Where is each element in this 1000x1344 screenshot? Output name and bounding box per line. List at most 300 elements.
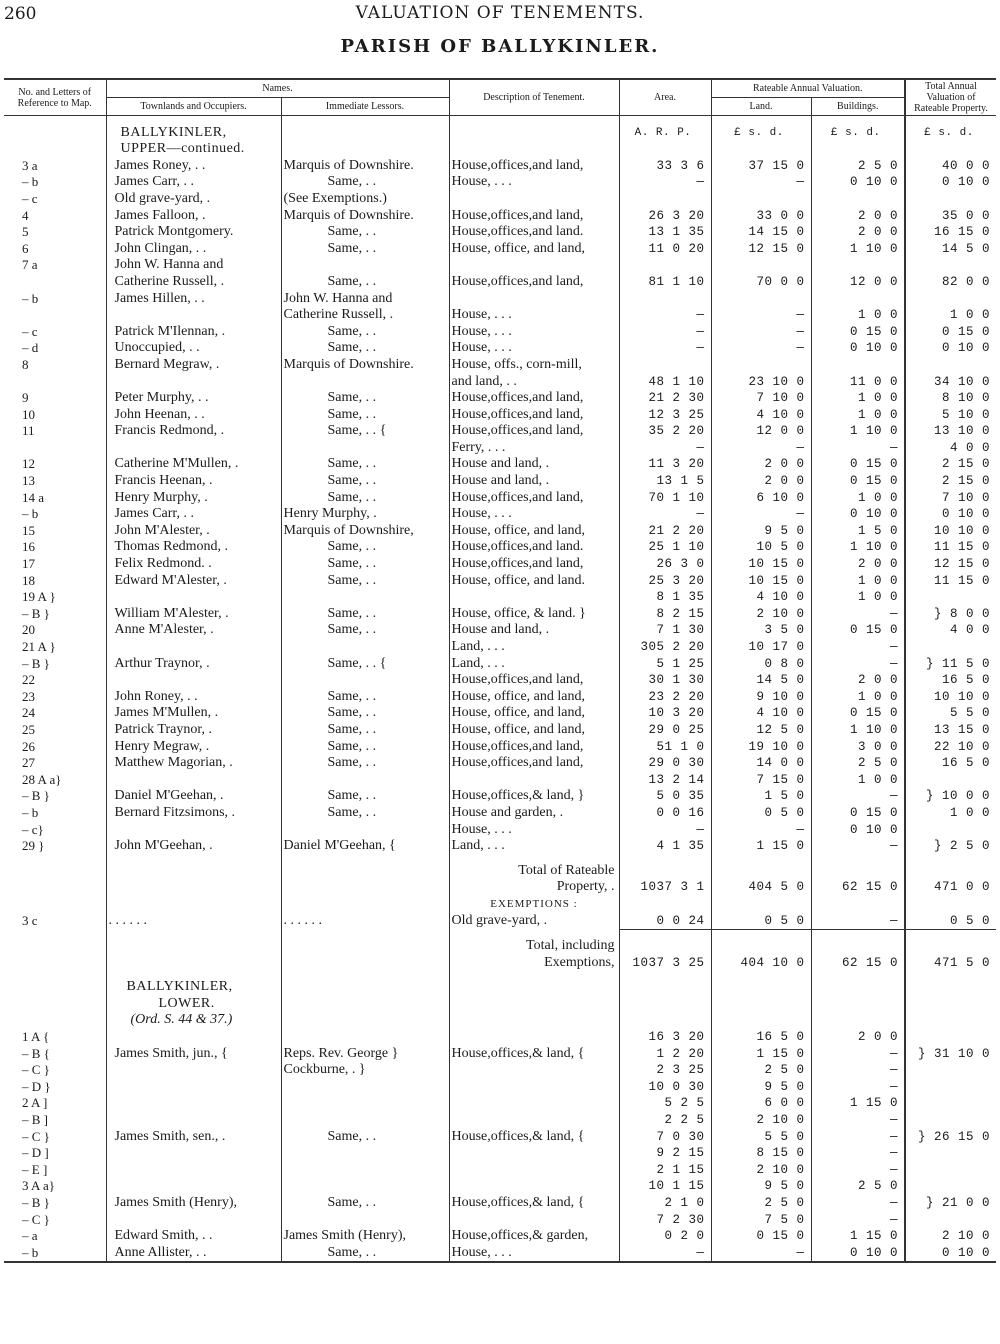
cell-occupier: James Carr, . .	[106, 174, 281, 191]
cell-occupier: James Hillen, . .	[106, 290, 281, 307]
cell-occupier	[106, 821, 281, 838]
cell-no: – c	[22, 323, 38, 339]
cell-area: 2 2 5	[619, 1111, 711, 1128]
cell-land: 5 5 0	[711, 1128, 811, 1145]
lower-heading-row-2	[4, 995, 996, 1012]
cell-occupier	[106, 771, 281, 788]
cell-no: 3 a	[22, 157, 38, 173]
cell-no: 5	[22, 224, 29, 240]
cell-land: —	[711, 821, 811, 838]
cell-lessor	[281, 821, 449, 838]
cell-area: 13 2 14	[619, 771, 711, 788]
header-buildings: Buildings.	[811, 98, 905, 116]
cell-area: 26 3 20	[619, 207, 711, 224]
cell-buildings: 0 10 0	[811, 506, 905, 523]
cell-total: 22 10 0	[905, 738, 996, 755]
table-row	[4, 1128, 996, 1145]
cell-land: 70 0 0	[711, 273, 811, 290]
total-including-total: 471 5 0	[905, 954, 996, 971]
cell-description: House, . . .	[449, 323, 619, 340]
cell-area	[619, 290, 711, 307]
cell-total	[905, 257, 996, 274]
cell-buildings: —	[811, 1161, 905, 1178]
cell-total	[905, 1178, 996, 1195]
cell-total: } 21 0 0	[905, 1194, 996, 1211]
total-rateable-label-2: Property, .	[449, 879, 619, 896]
cell-occupier	[106, 307, 281, 324]
cell-description: House, . . .	[449, 340, 619, 357]
cell-total: } 2 5 0	[905, 838, 996, 855]
cell-land: 6 10 0	[711, 489, 811, 506]
cell-area: 30 1 30	[619, 672, 711, 689]
cell-description: House and land, .	[449, 622, 619, 639]
cell-no: 12	[22, 456, 35, 472]
cell-occupier	[106, 1028, 281, 1045]
cell-occupier	[106, 1161, 281, 1178]
cell-lessor: Same, . .	[281, 721, 449, 738]
cell-description: House,offices,and land,	[449, 157, 619, 174]
cell-lessor	[281, 672, 449, 689]
cell-occupier: Bernard Megraw, .	[106, 356, 281, 373]
cell-no: – b	[4, 1244, 106, 1262]
exemption-lessor: . . . . . .	[281, 912, 449, 929]
cell-no: 1 A {	[22, 1029, 50, 1045]
cell-area: 12 3 25	[619, 406, 711, 423]
cell-area: —	[619, 340, 711, 357]
cell-lessor: (See Exemptions.)	[281, 190, 449, 207]
cell-land: —	[711, 174, 811, 191]
cell-no: 20	[22, 622, 35, 638]
cell-no: – C }	[22, 1211, 50, 1227]
cell-total	[905, 1062, 996, 1079]
lower-heading-row-1	[4, 979, 996, 996]
cell-area	[619, 356, 711, 373]
cell-lessor: Same, . .	[281, 1244, 449, 1262]
cell-occupier: James Smith, jun., {	[106, 1045, 281, 1062]
cell-area: 7 0 30	[619, 1128, 711, 1145]
cell-lessor: Reps. Rev. George }	[281, 1045, 449, 1062]
cell-land: 4 10 0	[711, 406, 811, 423]
cell-lessor: Same, . .	[281, 456, 449, 473]
cell-lessor: Same, . .	[281, 622, 449, 639]
cell-buildings: 1 10 0	[811, 539, 905, 556]
table-row	[4, 1211, 996, 1228]
cell-occupier: Henry Megraw, .	[106, 738, 281, 755]
cell-description: House,offices,and land,	[449, 390, 619, 407]
cell-no: – B }	[22, 655, 50, 671]
cell-occupier: Francis Redmond, .	[106, 423, 281, 440]
cell-area: 2 3 25	[619, 1062, 711, 1079]
header-lessors: Immediate Lessors.	[281, 98, 449, 116]
cell-land	[711, 290, 811, 307]
cell-occupier: Catherine Russell, .	[106, 273, 281, 290]
cell-no: – B {	[22, 1045, 50, 1061]
cell-no: 16	[22, 539, 35, 555]
table-row	[4, 174, 996, 191]
table-row	[4, 1062, 996, 1079]
cell-land: 16 5 0	[711, 1028, 811, 1045]
cell-lessor: Cockburne, . }	[281, 1062, 449, 1079]
cell-description	[449, 1161, 619, 1178]
cell-total	[905, 1111, 996, 1128]
cell-land	[711, 257, 811, 274]
cell-area: 2 1 15	[619, 1161, 711, 1178]
cell-lessor: Same, . . {	[281, 655, 449, 672]
cell-description	[449, 290, 619, 307]
cell-description: Ferry, . . .	[449, 439, 619, 456]
cell-buildings: 0 10 0	[811, 340, 905, 357]
cell-total	[905, 771, 996, 788]
cell-total: 8 10 0	[905, 390, 996, 407]
cell-buildings: 1 10 0	[811, 240, 905, 257]
cell-buildings: —	[811, 1128, 905, 1145]
cell-total: 10 10 0	[905, 688, 996, 705]
cell-total: 10 10 0	[905, 522, 996, 539]
table-row	[4, 406, 996, 423]
cell-lessor: Same, . .	[281, 472, 449, 489]
cell-no: 17	[22, 556, 35, 572]
exemption-row	[4, 912, 996, 929]
cell-lessor: Same, . .	[281, 572, 449, 589]
table-row	[4, 771, 996, 788]
cell-description: House and garden, .	[449, 804, 619, 821]
cell-land: 7 5 0	[711, 1211, 811, 1228]
cell-lessor: Same, . .	[281, 788, 449, 805]
cell-total: 4 0 0	[905, 622, 996, 639]
cell-no: 8	[22, 356, 29, 372]
cell-land: 2 10 0	[711, 605, 811, 622]
table-row	[4, 1194, 996, 1211]
table-row	[4, 1045, 996, 1062]
cell-land: 6 0 0	[711, 1095, 811, 1112]
cell-total: 13 15 0	[905, 721, 996, 738]
exemption-buildings: —	[811, 912, 905, 929]
cell-no	[4, 141, 106, 158]
cell-buildings	[811, 190, 905, 207]
cell-land: 10 15 0	[711, 555, 811, 572]
table-row	[4, 821, 996, 838]
cell-land: —	[711, 323, 811, 340]
cell-description: House,offices,& land, {	[449, 1045, 619, 1062]
table-row	[4, 804, 996, 821]
cell-total: 12 15 0	[905, 555, 996, 572]
cell-total: 0 10 0	[905, 1244, 996, 1262]
cell-area: 21 2 30	[619, 390, 711, 407]
cell-description: House,offices,and land,	[449, 672, 619, 689]
cell-no: – c}	[22, 821, 44, 837]
cell-land: 37 15 0	[711, 157, 811, 174]
cell-description	[449, 1078, 619, 1095]
cell-lessor: Daniel M'Geehan, {	[281, 838, 449, 855]
table-row	[4, 506, 996, 523]
cell-total: 11 15 0	[905, 539, 996, 556]
cell-buildings: 1 0 0	[811, 489, 905, 506]
cell-area: 25 1 10	[619, 539, 711, 556]
cell-description	[449, 190, 619, 207]
cell-land: 19 10 0	[711, 738, 811, 755]
cell-land: 4 10 0	[711, 589, 811, 606]
cell-occupier: Patrick Montgomery.	[106, 224, 281, 241]
cell-area: 10 1 15	[619, 1178, 711, 1195]
lower-heading-1: BALLYKINLER,	[106, 979, 281, 996]
cell-no: 7 a	[22, 257, 38, 273]
cell-description: House, office, & land. }	[449, 605, 619, 622]
total-rateable-area: 1037 3 1	[619, 879, 711, 896]
cell-no: – D ]	[22, 1145, 49, 1161]
cell-total: 1 0 0	[905, 307, 996, 324]
cell-occupier	[106, 1178, 281, 1195]
cell-occupier: Matthew Magorian, .	[106, 755, 281, 772]
cell-area: 23 2 20	[619, 688, 711, 705]
cell-no: – B }	[22, 788, 50, 804]
cell-area	[619, 257, 711, 274]
table-row	[4, 655, 996, 672]
cell-total	[905, 589, 996, 606]
cell-no: 27	[22, 755, 35, 771]
cell-area: 48 1 10	[619, 373, 711, 390]
cell-area: 16 3 20	[619, 1028, 711, 1045]
cell-buildings: 1 10 0	[811, 721, 905, 738]
cell-occupier: John M'Geehan, .	[106, 838, 281, 855]
cell-total: 82 0 0	[905, 273, 996, 290]
cell-occupier: Anne Allister, . .	[106, 1244, 281, 1262]
cell-lessor	[281, 589, 449, 606]
cell-buildings: 1 0 0	[811, 406, 905, 423]
cell-area: 0 2 0	[619, 1228, 711, 1245]
cell-occupier	[106, 439, 281, 456]
cell-description: House,offices,& land, {	[449, 1194, 619, 1211]
cell-occupier: Bernard Fitzsimons, .	[106, 804, 281, 821]
cell-lessor: Same, . .	[281, 705, 449, 722]
cell-area: 35 2 20	[619, 423, 711, 440]
cell-no	[4, 273, 106, 290]
cell-buildings: —	[811, 1194, 905, 1211]
cell-description: House,offices,& land, }	[449, 788, 619, 805]
cell-buildings: 0 15 0	[811, 472, 905, 489]
cell-occupier: William M'Alester, .	[106, 605, 281, 622]
cell-land: 2 5 0	[711, 1062, 811, 1079]
cell-no: 2 A ]	[22, 1095, 48, 1111]
table-row	[4, 705, 996, 722]
cell-no: 22	[22, 672, 35, 688]
cell-buildings: 1 15 0	[811, 1228, 905, 1245]
cell-total: } 26 15 0	[905, 1128, 996, 1145]
table-row	[4, 1145, 996, 1162]
cell-total	[905, 190, 996, 207]
cell-land: 10 17 0	[711, 638, 811, 655]
cell-total	[905, 141, 996, 158]
cell-description: House,offices,and land,	[449, 423, 619, 440]
cell-area: 5 1 25	[619, 655, 711, 672]
cell-no: 13	[22, 473, 35, 489]
cell-occupier: James Carr, . .	[106, 506, 281, 523]
cell-buildings: 1 15 0	[811, 1095, 905, 1112]
cell-occupier: John Heenan, . .	[106, 406, 281, 423]
cell-lessor: Same, . .	[281, 406, 449, 423]
cell-buildings: 1 0 0	[811, 589, 905, 606]
table-row	[4, 1228, 996, 1245]
cell-lessor	[281, 1178, 449, 1195]
cell-no: 28 A a}	[22, 771, 62, 787]
cell-buildings: 1 5 0	[811, 522, 905, 539]
cell-description	[449, 1178, 619, 1195]
cell-no: 26	[22, 738, 35, 754]
cell-land: 7 10 0	[711, 390, 811, 407]
cell-no: 14 a	[22, 489, 45, 505]
cell-total: 16 5 0	[905, 672, 996, 689]
cell-no: 25	[22, 721, 35, 737]
cell-description: House, office, and land,	[449, 688, 619, 705]
cell-buildings: 3 0 0	[811, 738, 905, 755]
cell-total: } 31 10 0	[905, 1045, 996, 1062]
cell-area: 11 0 20	[619, 240, 711, 257]
cell-area: 0 0 16	[619, 804, 711, 821]
cell-occupier: Felix Redmond. .	[106, 555, 281, 572]
cell-buildings: —	[811, 638, 905, 655]
cell-description	[449, 257, 619, 274]
table-row	[4, 1078, 996, 1095]
table-row	[4, 555, 996, 572]
table-row	[4, 207, 996, 224]
cell-description: House,offices,and land,	[449, 489, 619, 506]
cell-lessor	[281, 1078, 449, 1095]
cell-land: 12 15 0	[711, 240, 811, 257]
cell-land: 9 5 0	[711, 1178, 811, 1195]
cell-total	[905, 290, 996, 307]
cell-buildings: 11 0 0	[811, 373, 905, 390]
upper-rows	[4, 141, 996, 855]
cell-land: 7 15 0	[711, 771, 811, 788]
cell-land: 1 15 0	[711, 838, 811, 855]
cell-buildings: 2 0 0	[811, 672, 905, 689]
cell-total: 0 15 0	[905, 323, 996, 340]
lower-heading-3: (Ord. S. 44 & 37.)	[106, 1012, 281, 1029]
cell-area: 5 0 35	[619, 788, 711, 805]
cell-description	[449, 1145, 619, 1162]
cell-land: 10 5 0	[711, 539, 811, 556]
cell-total: } 11 5 0	[905, 655, 996, 672]
total-rateable-row-1	[4, 862, 996, 879]
cell-no: 18	[22, 572, 35, 588]
table-row	[4, 788, 996, 805]
cell-description	[449, 1062, 619, 1079]
cell-area: 29 0 25	[619, 721, 711, 738]
cell-buildings: —	[811, 788, 905, 805]
cell-no: – b	[22, 804, 39, 820]
cell-area: 8 1 35	[619, 589, 711, 606]
cell-total	[905, 1145, 996, 1162]
cell-land: 9 5 0	[711, 1078, 811, 1095]
cell-no: – B }	[22, 1195, 50, 1210]
header-total: Total Annual Valuation of Rateable Property.	[905, 79, 996, 116]
exemptions-heading-row	[4, 895, 996, 912]
cell-no: – d	[22, 340, 39, 356]
cell-lessor	[281, 439, 449, 456]
cell-no	[4, 307, 106, 324]
cell-no: – C }	[22, 1062, 50, 1078]
cell-occupier: Edward Smith, . .	[106, 1228, 281, 1245]
cell-description: House, . . .	[449, 307, 619, 324]
cell-occupier: Peter Murphy, . .	[106, 390, 281, 407]
townland-heading: BALLYKINLER,	[106, 124, 281, 141]
cell-buildings: —	[811, 1045, 905, 1062]
cell-lessor	[281, 1111, 449, 1128]
units-row	[4, 124, 996, 141]
total-rateable-row	[4, 879, 996, 896]
cell-no: 6	[22, 240, 29, 256]
cell-occupier: Catherine M'Mullen, .	[106, 456, 281, 473]
cell-area: 9 2 15	[619, 1145, 711, 1162]
cell-buildings: 2 0 0	[811, 224, 905, 241]
table-row	[4, 390, 996, 407]
cell-total: 13 10 0	[905, 423, 996, 440]
cell-description: Land, . . .	[449, 655, 619, 672]
table-row	[4, 1028, 996, 1045]
cell-area: —	[619, 506, 711, 523]
cell-buildings: 12 0 0	[811, 273, 905, 290]
cell-land: 1 15 0	[711, 1045, 811, 1062]
cell-no: 23	[22, 688, 35, 704]
cell-land: 4 10 0	[711, 705, 811, 722]
cell-description: House,offices,& garden,	[449, 1228, 619, 1245]
cell-area: 2 1 0	[619, 1194, 711, 1211]
cell-area: 8 2 15	[619, 605, 711, 622]
cell-no	[4, 439, 106, 456]
cell-description: House, office, and land,	[449, 522, 619, 539]
table-row	[4, 439, 996, 456]
cell-buildings: 1 0 0	[811, 307, 905, 324]
header-occupiers: Townlands and Occupiers.	[106, 98, 281, 116]
cell-land: 2 0 0	[711, 456, 811, 473]
cell-description: House,offices,and land,	[449, 207, 619, 224]
cell-description: House, . . .	[449, 174, 619, 191]
cell-buildings: —	[811, 1062, 905, 1079]
cell-description: and land, . .	[449, 373, 619, 390]
total-including-label-2: Exemptions,	[449, 954, 619, 971]
cell-buildings	[811, 257, 905, 274]
cell-total: } 8 0 0	[905, 605, 996, 622]
cell-no: – b	[22, 290, 39, 306]
table-row	[4, 423, 996, 440]
cell-area: 70 1 10	[619, 489, 711, 506]
cell-area: —	[619, 439, 711, 456]
cell-total: 16 15 0	[905, 224, 996, 241]
cell-description	[449, 1211, 619, 1228]
cell-area: —	[619, 821, 711, 838]
total-including-area: 1037 3 25	[619, 954, 711, 971]
cell-land: —	[711, 307, 811, 324]
cell-area: 4 1 35	[619, 838, 711, 855]
cell-total: 1 0 0	[905, 804, 996, 821]
exemption-description: Old grave-yard, .	[449, 912, 619, 929]
cell-no: 11	[22, 423, 35, 439]
cell-description: House, office, and land,	[449, 240, 619, 257]
table-row	[4, 373, 996, 390]
cell-land: 8 15 0	[711, 1145, 811, 1162]
cell-area: 10 3 20	[619, 705, 711, 722]
cell-total	[905, 1028, 996, 1045]
cell-occupier: Arthur Traynor, .	[106, 655, 281, 672]
header-names: Names.	[106, 79, 449, 98]
cell-occupier	[106, 1095, 281, 1112]
cell-occupier: Unoccupied, . .	[106, 340, 281, 357]
cell-description: House,offices,and land,	[449, 738, 619, 755]
land-units: £ s. d.	[711, 124, 811, 141]
cell-lessor: Same, . .	[281, 738, 449, 755]
cell-area: —	[619, 323, 711, 340]
area-units: A. R. P.	[619, 124, 711, 141]
table-row	[4, 672, 996, 689]
